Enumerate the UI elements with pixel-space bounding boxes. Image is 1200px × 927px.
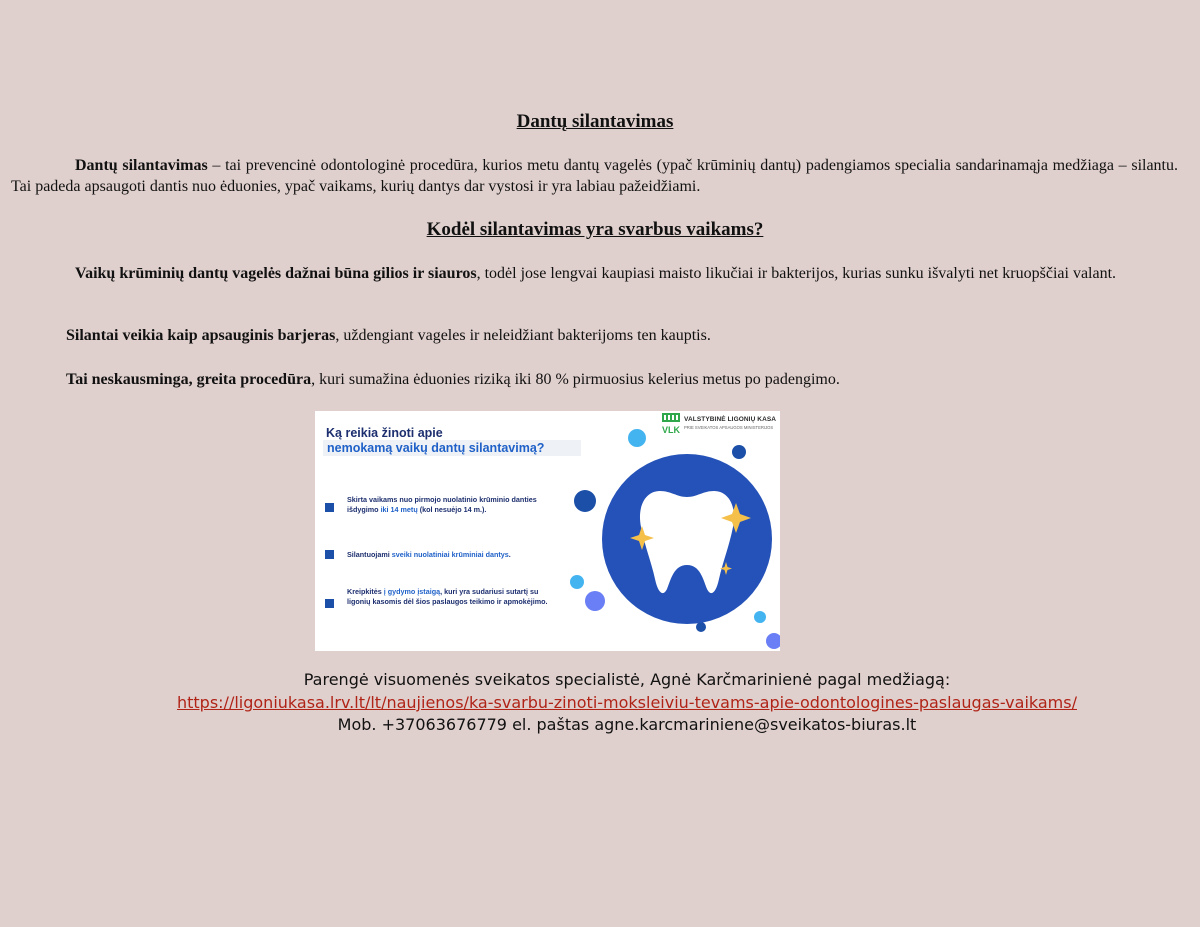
bullet-text: Skirta vaikams nuo pirmojo nuolatinio krūminio danties išdygimo [347, 495, 537, 514]
page-title: Dantų silantavimas [516, 111, 674, 132]
author-line: Parengė visuomenės sveikatos specialistė, Agnė Karčmarinienė pagal medžiagą: [303, 670, 951, 689]
decor-dot [766, 633, 780, 649]
decor-dot [754, 611, 766, 623]
paragraph-text: , todėl jose lengvai kaupiasi maisto likučiai ir bakterijos, kurias sunku išvalyti net kruopščiai valant. [476, 265, 1117, 282]
paragraph-text: , uždengiant vageles ir neleidžiant bakterijoms ten kauptis. [335, 327, 711, 344]
intro-bold: Dantų silantavimas [75, 157, 208, 174]
bullet-text: Kreipkitės [347, 587, 384, 596]
logo-letters: VLK [662, 425, 680, 435]
bullet-highlight: sveiki nuolatiniai krūminiai dantys [391, 550, 509, 559]
contact-line: Mob. +37063676779 el. paštas agne.karcmariniene@sveikatos-biuras.lt [337, 715, 917, 734]
bullet-square-icon [325, 503, 334, 512]
bullet-text: , kuri yra sudariusi sutartį su ligonių kasomis dėl šios paslaugos teikimo ir apmokėjimo. [347, 587, 548, 606]
bullet-text: . [508, 550, 511, 559]
bullet-text: Silantuojami [347, 550, 392, 559]
section-heading: Kodėl silantavimas yra svarbus vaikams? [426, 219, 764, 240]
bullet-square-icon [325, 599, 334, 608]
infographic-heading: Ką reikia žinoti apie [326, 426, 443, 440]
bullet-square-icon [325, 550, 334, 559]
info-bullet-teeth [347, 550, 557, 560]
intro-paragraph [11, 155, 1178, 197]
paragraph-bold: Silantai veikia kaip apsauginis barjeras [66, 327, 336, 344]
paragraph-painless [66, 369, 1178, 390]
vlk-logo-icon [662, 413, 680, 435]
logo-subtitle: PRIE SVEIKATOS APSAUGOS MINISTERIJOS [684, 425, 774, 430]
paragraph-grooves [11, 263, 1178, 284]
paragraph-barrier [66, 325, 1178, 346]
decor-dot [570, 575, 584, 589]
paragraph-text: , kuri sumažina ėduonies riziką iki 80 % pirmuosius kelerius metus po padengimo. [311, 371, 840, 388]
infographic-heading-highlight: nemokamą vaikų dantų silantavimą? [323, 440, 581, 456]
decor-dot [574, 490, 596, 512]
decor-dot [732, 445, 746, 459]
intro-text: – tai prevencinė odontologinė procedūra, kurios metu dantų vagelės (ypač krūminių dantų) padengiamos specialia sandarinamąja medžiaga – silantu. Tai padeda apsaugoti dantis nuo ėduonies, ypač vaikams, kurių dantys dar vystosi ir yra labiau pažeidžiami. [11, 157, 1178, 195]
bullet-text: (kol nesuėjo 14 m.). [417, 505, 487, 514]
bullet-highlight: į gydymo įstaigą [383, 587, 441, 596]
paragraph-bold: Tai neskausminga, greita procedūra [66, 371, 312, 388]
paragraph-bold: Vaikų krūminių dantų vagelės dažnai būna gilios ir siauros [75, 265, 477, 282]
source-link[interactable]: https://ligoniukasa.lrv.lt/lt/naujienos/ka-svarbu-zinoti-moksleiviu-tevams-apie-odontologines-paslaugas-vaikams/ [176, 693, 1077, 712]
decor-dot [628, 429, 646, 447]
decor-dot [585, 591, 605, 611]
bullet-highlight: iki 14 metų [380, 505, 418, 514]
logo-name: VALSTYBINĖ LIGONIŲ KASA [684, 416, 777, 423]
info-bullet-age [347, 495, 557, 515]
infographic-image [315, 411, 780, 651]
info-bullet-clinic [347, 587, 557, 607]
decor-dot [696, 622, 706, 632]
